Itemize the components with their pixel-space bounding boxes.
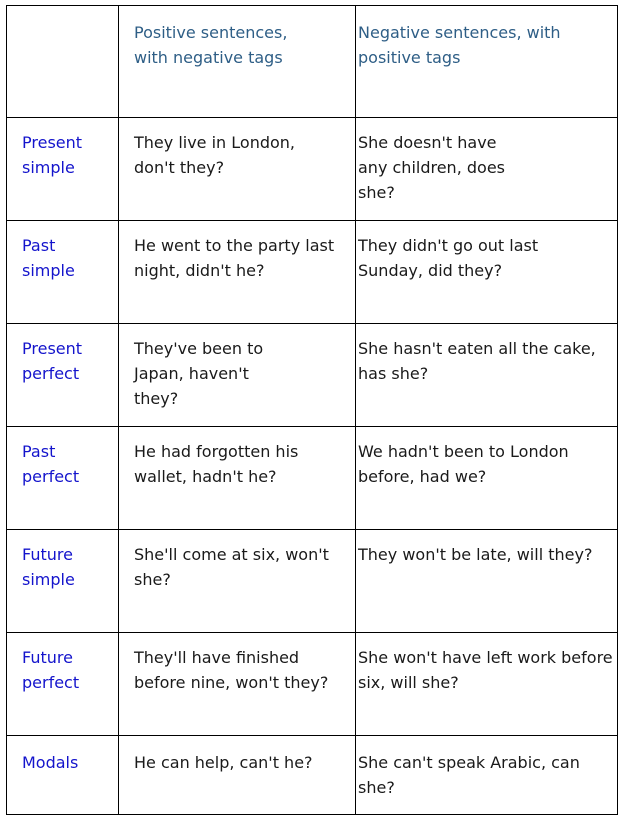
negative-example: She won't have left work before six, will she? [356, 633, 618, 736]
table-row [7, 427, 618, 530]
negative-sentences-header: Negative sentences, with positive tags [356, 6, 618, 118]
negative-example: She can't speak Arabic, can she? [356, 736, 618, 815]
table-row [7, 221, 618, 324]
negative-example: They won't be late, will they? [356, 530, 618, 633]
tense-label: Present simple [7, 118, 119, 221]
tense-label: Present perfect [7, 324, 119, 427]
question-tags-table [6, 5, 618, 815]
negative-example: She doesn't have any children, does she? [356, 118, 618, 221]
positive-example: They've been to Japan, haven't they? [119, 324, 356, 427]
table-row [7, 530, 618, 633]
table-row [7, 736, 618, 815]
positive-example: They'll have finished before nine, won't they? [119, 633, 356, 736]
table-row [7, 324, 618, 427]
tense-label: Future simple [7, 530, 119, 633]
table-row [7, 118, 618, 221]
positive-sentences-header: Positive sentences, with negative tags [119, 6, 356, 118]
negative-example: She hasn't eaten all the cake, has she? [356, 324, 618, 427]
tense-label: Past simple [7, 221, 119, 324]
negative-example: They didn't go out last Sunday, did they? [356, 221, 618, 324]
header-row [7, 6, 618, 118]
positive-example: He had forgotten his wallet, hadn't he? [119, 427, 356, 530]
positive-example: He can help, can't he? [119, 736, 356, 815]
tense-label: Past perfect [7, 427, 119, 530]
tense-label: Future perfect [7, 633, 119, 736]
positive-example: They live in London, don't they? [119, 118, 356, 221]
positive-example: She'll come at six, won't she? [119, 530, 356, 633]
positive-example: He went to the party last night, didn't he? [119, 221, 356, 324]
corner-cell [7, 6, 119, 118]
negative-example: We hadn't been to London before, had we? [356, 427, 618, 530]
table-row [7, 633, 618, 736]
tense-label: Modals [7, 736, 119, 815]
